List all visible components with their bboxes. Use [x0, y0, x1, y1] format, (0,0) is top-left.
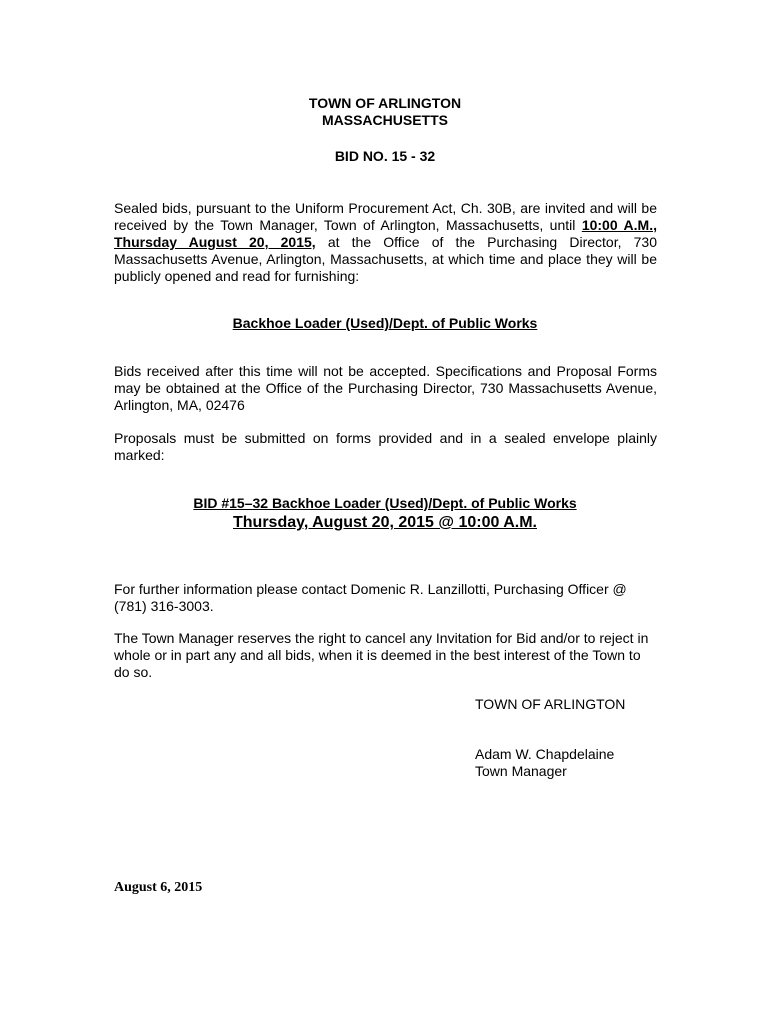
deadline-time: 10:00 A.M., — [581, 217, 657, 233]
item-title: Backhoe Loader (Used)/Dept. of Public Works — [232, 315, 538, 331]
header-town: TOWN OF ARLINGTON — [308, 95, 462, 111]
proposals-paragraph: Proposals must be submitted on forms provided and in a sealed envelope plainly marked: — [114, 430, 657, 463]
reserve-paragraph: The Town Manager reserves the right to cancel any Invitation for Bid and/or to reject in whole or in part any and all bids, when it is deemed in the best interest of the Town to do so. — [114, 630, 649, 680]
intro-paragraph — [114, 200, 657, 285]
contact-paragraph: For further information please contact Domenic R. Lanzillotti, Purchasing Officer @ (781) 316-3003. — [114, 581, 627, 614]
late-bids-paragraph: Bids received after this time will not be accepted. Specifications and Proposal Forms may be obtained at the Office of the Purchasing Director, 730 Massachusetts Avenue, Arlington, MA, 02476 — [114, 363, 657, 413]
envelope-line-bid: BID #15–32 Backhoe Loader (Used)/Dept. of Public Works — [193, 495, 577, 511]
signature-name: Adam W. Chapdelaine — [475, 746, 615, 762]
bid-number: BID NO. 15 - 32 — [334, 148, 436, 164]
intro-text-before: Sealed bids, pursuant to the Uniform Procurement Act, Ch. 30B, are invited and will be received by the Town Manager, Town of Arlington, Massachusetts, until — [114, 200, 657, 233]
envelope-line-date: Thursday, August 20, 2015 @ 10:00 A.M. — [233, 514, 537, 531]
intro-text-after: at the Office of the Purchasing Director, 730 Massachusetts Avenue, Arlington, Massachusetts, at which time and place they will be publicly opened and read for furnishing: — [114, 234, 658, 284]
document-date: August 6, 2015 — [114, 880, 203, 895]
deadline-date: Thursday August 20, 2015, — [114, 234, 316, 250]
header-state: MASSACHUSETTS — [321, 112, 448, 128]
signature-org: TOWN OF ARLINGTON — [475, 696, 626, 712]
signature-title: Town Manager — [475, 763, 567, 779]
